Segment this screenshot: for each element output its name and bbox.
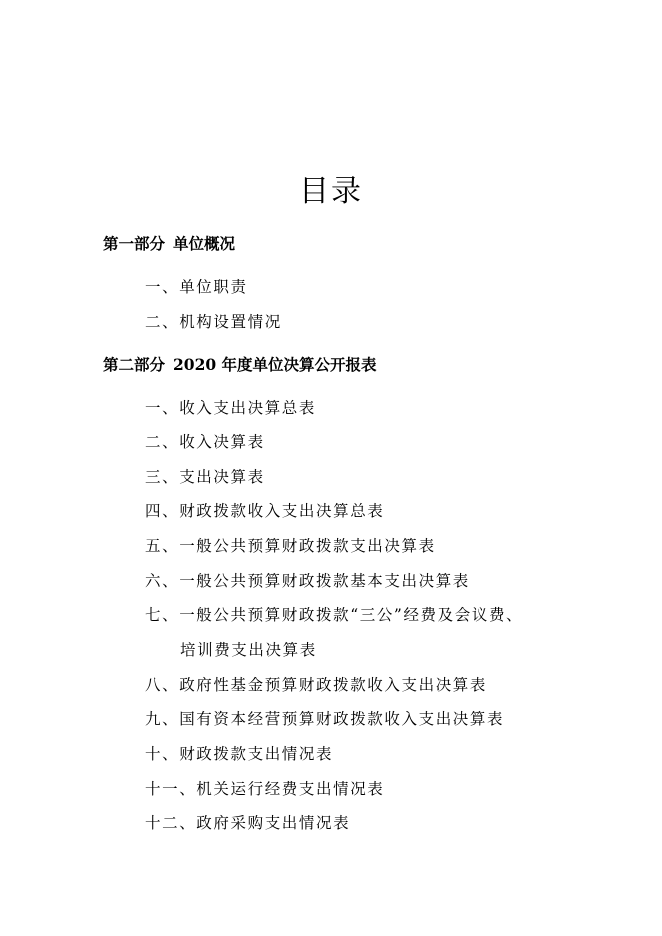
toc-item: 二、机构设置情况 (145, 313, 282, 331)
toc-item: 三、支出决算表 (145, 468, 265, 486)
toc-item: 五、一般公共预算财政拨款支出决算表 (145, 537, 436, 555)
toc-item-continuation: 培训费支出决算表 (180, 641, 317, 659)
part-two-name: 2020 年度单位决算公开报表 (173, 355, 377, 374)
toc-item: 四、财政拨款收入支出决算总表 (145, 502, 385, 520)
toc-item: 一、单位职责 (145, 278, 248, 296)
toc-item: 一、收入支出决算总表 (145, 399, 317, 417)
toc-item: 七、一般公共预算财政拨款“三公”经费及会议费、 (145, 606, 524, 624)
part-two-heading (103, 354, 377, 376)
part-two-label: 第二部分 (103, 355, 166, 374)
toc-item: 十二、政府采购支出情况表 (145, 814, 351, 832)
toc-item: 九、国有资本经营预算财政拨款收入支出决算表 (145, 710, 505, 728)
part-one-name: 单位概况 (173, 234, 236, 253)
part-one-label: 第一部分 (103, 234, 166, 253)
toc-item: 十一、机关运行经费支出情况表 (145, 780, 385, 798)
page-title: 目录 (299, 174, 363, 209)
toc-item: 六、一般公共预算财政拨款基本支出决算表 (145, 572, 470, 590)
toc-item: 二、收入决算表 (145, 433, 265, 451)
toc-item: 十、财政拨款支出情况表 (145, 745, 334, 763)
toc-item: 八、政府性基金预算财政拨款收入支出决算表 (145, 676, 488, 694)
part-one-heading (103, 233, 235, 255)
